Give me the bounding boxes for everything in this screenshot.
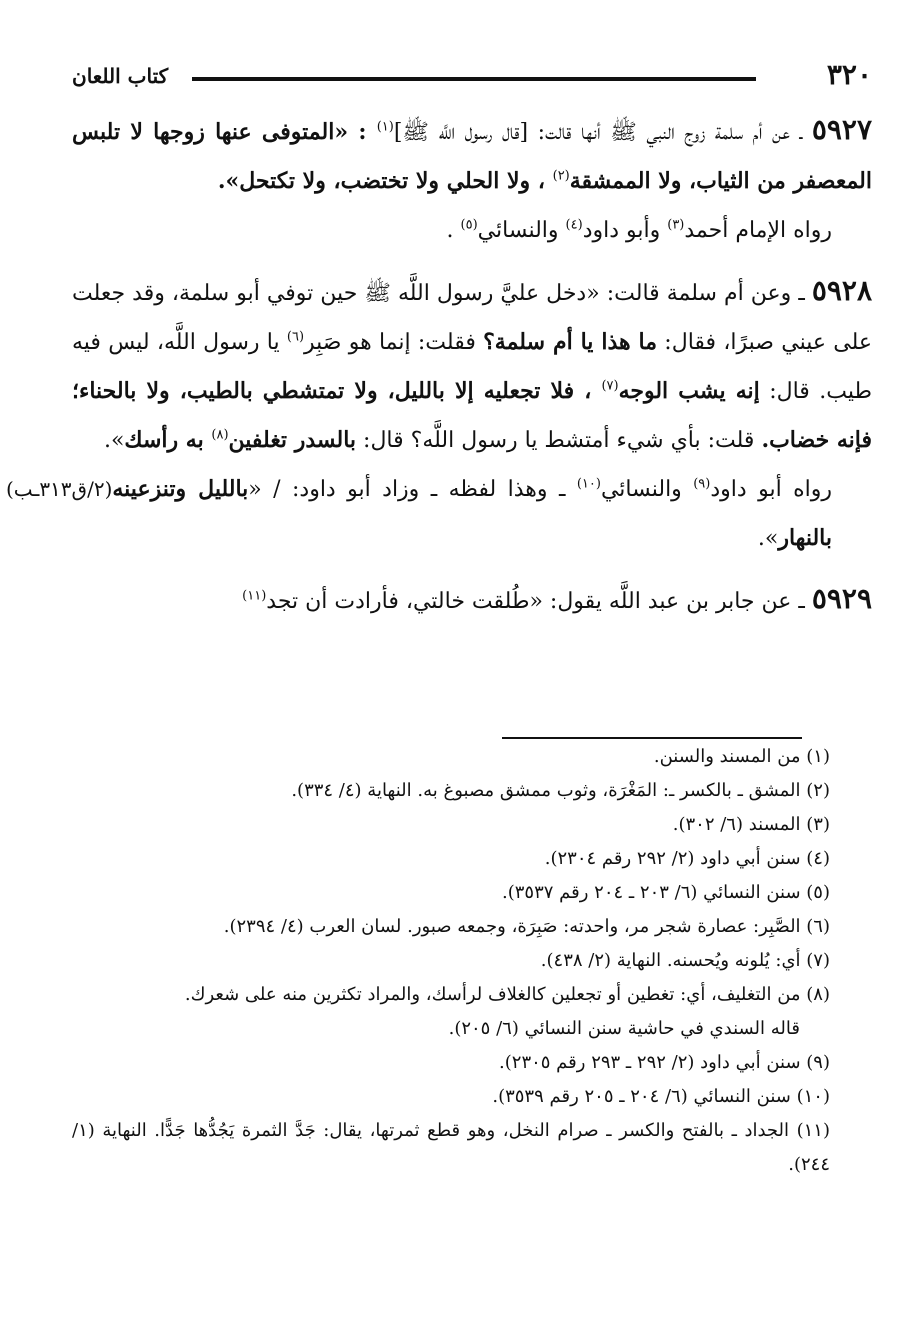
footnote-9: (٩) سنن أبي داود (٢/ ٢٩٢ ـ ٢٩٣ رقم ٢٣٠٥). [499, 1052, 830, 1073]
footnote-separator [502, 737, 802, 739]
hadith-text: ـ عن جابر بن عبد اللَّه يقول: «طُلقت خالتي، فأرادت أن تجد [266, 589, 812, 614]
main-text [6, 105, 872, 626]
narration-text: والنسائي [477, 218, 566, 243]
footnote-8-continuation: قاله السندي في حاشية سنن النسائي (٦/ ٢٠٥). [448, 1018, 800, 1039]
page-number: ٣٢٠ [826, 58, 872, 91]
footnote-7: (٧) أي: يُلونه ويُحسنه. النهاية (٢/ ٤٣٨). [540, 950, 830, 971]
footnote-3: (٣) المسند (٦/ ٣٠٢). [672, 814, 830, 835]
footnote-ref: (٢) [552, 168, 570, 184]
narration-text: ». [757, 526, 779, 551]
narration-text-bold: بالليل وتنزعينه بالنهار [112, 476, 832, 551]
hadith-text-bold: ما هذا يا أم سلمة؟ [483, 329, 658, 355]
footnote-ref: (٧) [601, 378, 619, 394]
hadith-text: ». [103, 428, 125, 453]
footnote-8: (٨) من التغليف، أي: تغطين أو تجعلين كالغلاف لرأسك، والمراد تكثرين منه على شعرك. [184, 984, 830, 1005]
hadith-number: ٥٩٢٧ [811, 113, 872, 146]
narration-5928 [6, 465, 872, 563]
hadith-text: ، ولا الحلي ولا تختضب، ولا تكتحل». [217, 168, 553, 194]
hadith-text: ـ وعن أم سلمة قالت: «دخل عليَّ رسول اللَّه ﷺ حين توفي أبو سلمة، وقد جعلت على عيني صبرًا، فقال: [72, 281, 872, 355]
footnote-6: (٦) الصَّبِر: عصارة شجر مر، واحدته: صَبِرَة، وجمعه صبور. لسان العرب (٤/ ٢٣٩٤). [223, 916, 830, 937]
footnote-ref: (١٠) [576, 476, 601, 492]
hadith-text-bold: ، فلا تجعليه إلا بالليل، ولا تمتشطي بالطيب، ولا بالحناء؛ فإنه خضاب. [72, 378, 872, 453]
hadith-text: فقلت: إنما هو صَبِر [304, 330, 484, 355]
footnote-1: (١) من المسند والسنن. [653, 746, 830, 767]
hadith-text: : «المتوفى عنها زوجها لا تلبس المعصفر من الثياب، ولا الممشقة [72, 119, 872, 194]
hadith-text: قلت: بأي شيء أمتشط يا رسول اللَّه؟ قال: [356, 428, 762, 453]
hadith-number: ٥٩٢٩ [811, 582, 872, 615]
narration-text: رواه أبو داود [710, 477, 832, 502]
hadith-text-bold: بالسدر تغلفين [228, 427, 357, 453]
hadith-number: ٥٩٢٨ [811, 274, 872, 307]
footnote-ref: (٤) [565, 217, 583, 233]
narration-text: وأبو داود [582, 218, 668, 243]
running-title: كتاب اللعان [72, 64, 169, 88]
footnote-ref: (٥) [460, 217, 478, 233]
hadith-text-bold: إنه يشب الوجه [618, 378, 760, 404]
footnote-ref: (٣) [667, 217, 685, 233]
hadith-5929 [72, 574, 872, 626]
hadith-5927 [72, 105, 872, 206]
footnote-10: (١٠) سنن النسائي (٦/ ٢٠٤ ـ ٢٠٥ رقم ٣٥٣٩). [492, 1086, 830, 1107]
footnote-ref: (٨) [211, 427, 229, 443]
narration-text: . [446, 218, 461, 243]
footnote-ref: (١) [376, 119, 394, 135]
footnote-5: (٥) سنن النسائي (٦/ ٢٠٣ ـ ٢٠٤ رقم ٣٥٣٧). [502, 882, 830, 903]
footnote-ref: (٩) [693, 476, 711, 492]
footnote-11: (١١) الجداد ـ بالفتح والكسر ـ صرام النخل، وهو قطع ثمرتها، يقال: جَدَّ الثمرة يَجُدُّها جَدًّا. النهاية (١/ ٢٤٤). [72, 1120, 830, 1175]
hadith-5928 [72, 266, 872, 465]
footnote-4: (٤) سنن أبي داود (٢/ ٢٩٢ رقم ٢٣٠٤). [544, 848, 830, 869]
hadith-intro: ـ عن أم سلمة زوج النبي ﷺ أنها قالت: [قال رسول اللَّه ﷺ] [393, 120, 812, 145]
hadith-text: يا رسول اللَّه، ليس فيه طيب. قال: [72, 330, 872, 404]
footnote-ref: (٦) [286, 329, 305, 345]
narration-text: ـ وهذا لفظه ـ وزاد أبو داود: / « [248, 477, 577, 502]
header-rule [192, 77, 756, 81]
hadith-text-bold: به رأسك [124, 427, 212, 453]
footnote-2: (٢) المشق ـ بالكسر ـ: المَغْرَة، وثوب ممشق مصبوغ به. النهاية (٤/ ٣٣٤). [291, 780, 830, 801]
footnotes [72, 740, 830, 1182]
manuscript-margin-note: (٢/ق٣١٣ـب) [6, 477, 113, 501]
narration-5927 [72, 206, 872, 255]
narration-text: والنسائي [600, 477, 694, 502]
footnote-ref: (١١) [242, 588, 267, 604]
narration-text: رواه الإمام أحمد [684, 218, 832, 243]
